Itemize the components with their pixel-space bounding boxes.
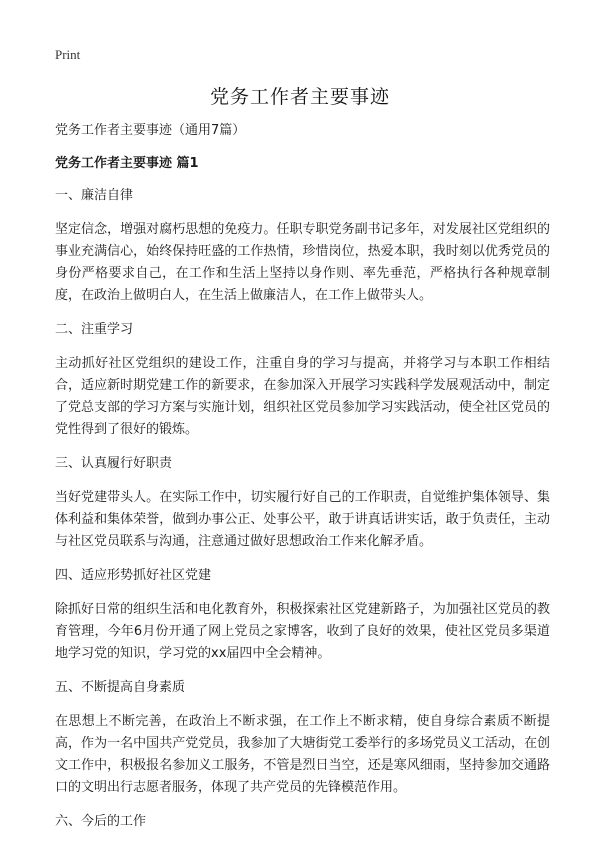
section-paragraph-4: 除抓好日常的组织生活和电化教育外，积极探索社区党建新路子，为加强社区党员的教育管理，今年6月份开通了网上党员之家博客，收到了良好的效果，使社区党员多渠道地学习党的知识，学习党的xx届四中全会精神。 <box>55 602 550 661</box>
section-heading-1: 一、廉洁自律 <box>55 188 134 203</box>
section-paragraph-2: 主动抓好社区党组织的建设工作，注重自身的学习与提高，并将学习与本职工作相结合，适应新时期党建工作的新要求，在参加深入开展学习实践科学发展观活动中，制定了党总支部的学习方案与实施计划，组织社区党员参加学习实践活动，使全社区党员的党性得到了很好的锻炼。 <box>55 356 550 437</box>
section-paragraph-3: 当好党建带头人。在实际工作中，切实履行好自己的工作职责，自觉维护集体领导、集体利益和集体荣誉，做到办事公正、处事公平，敢于讲真话讲实话，敢于负责任，主动与社区党员联系与沟通，注意通过做好思想政治工作来化解矛盾。 <box>55 490 550 549</box>
section-heading-6: 六、今后的工作 <box>55 814 147 829</box>
document-body <box>55 122 550 845</box>
section-heading-5: 五、不断提高自身素质 <box>55 680 186 695</box>
article-heading: 党务工作者主要事迹 篇1 <box>55 156 199 171</box>
section-heading-2: 二、注重学习 <box>55 322 134 337</box>
document-title: 党务工作者主要事迹 <box>209 86 390 108</box>
document-subtitle: 党务工作者主要事迹（通用7篇） <box>55 123 246 138</box>
section-paragraph-1: 坚定信念，增强对腐朽思想的免疫力。任职专职党务副书记多年，对发展社区党组织的事业充满信心，始终保持旺盛的工作热情，珍惜岗位，热爱本职，我时刻以优秀党员的身份严格要求自己，在工作和生活上坚持以身作则、率先垂范，严格执行各种规章制度，在政治上做明白人，在生活上做廉洁人，在工作上做带头人。 <box>55 222 550 303</box>
section-heading-4: 四、适应形势抓好社区党建 <box>55 568 212 583</box>
print-link[interactable]: Print <box>55 47 81 62</box>
section-heading-3: 三、认真履行好职责 <box>55 456 173 471</box>
section-paragraph-5: 在思想上不断完善，在政治上不断求强，在工作上不断求精，使自身综合素质不断提高，作为一名中国共产党党员，我参加了大塘街党工委举行的多场党员义工活动，在创文工作中，积极报名参加义工服务，不管是烈日当空，还是寒风细雨，坚持参加交通路口的文明出行志愿者服务，体现了共产党员的先锋模范作用。 <box>55 714 550 795</box>
